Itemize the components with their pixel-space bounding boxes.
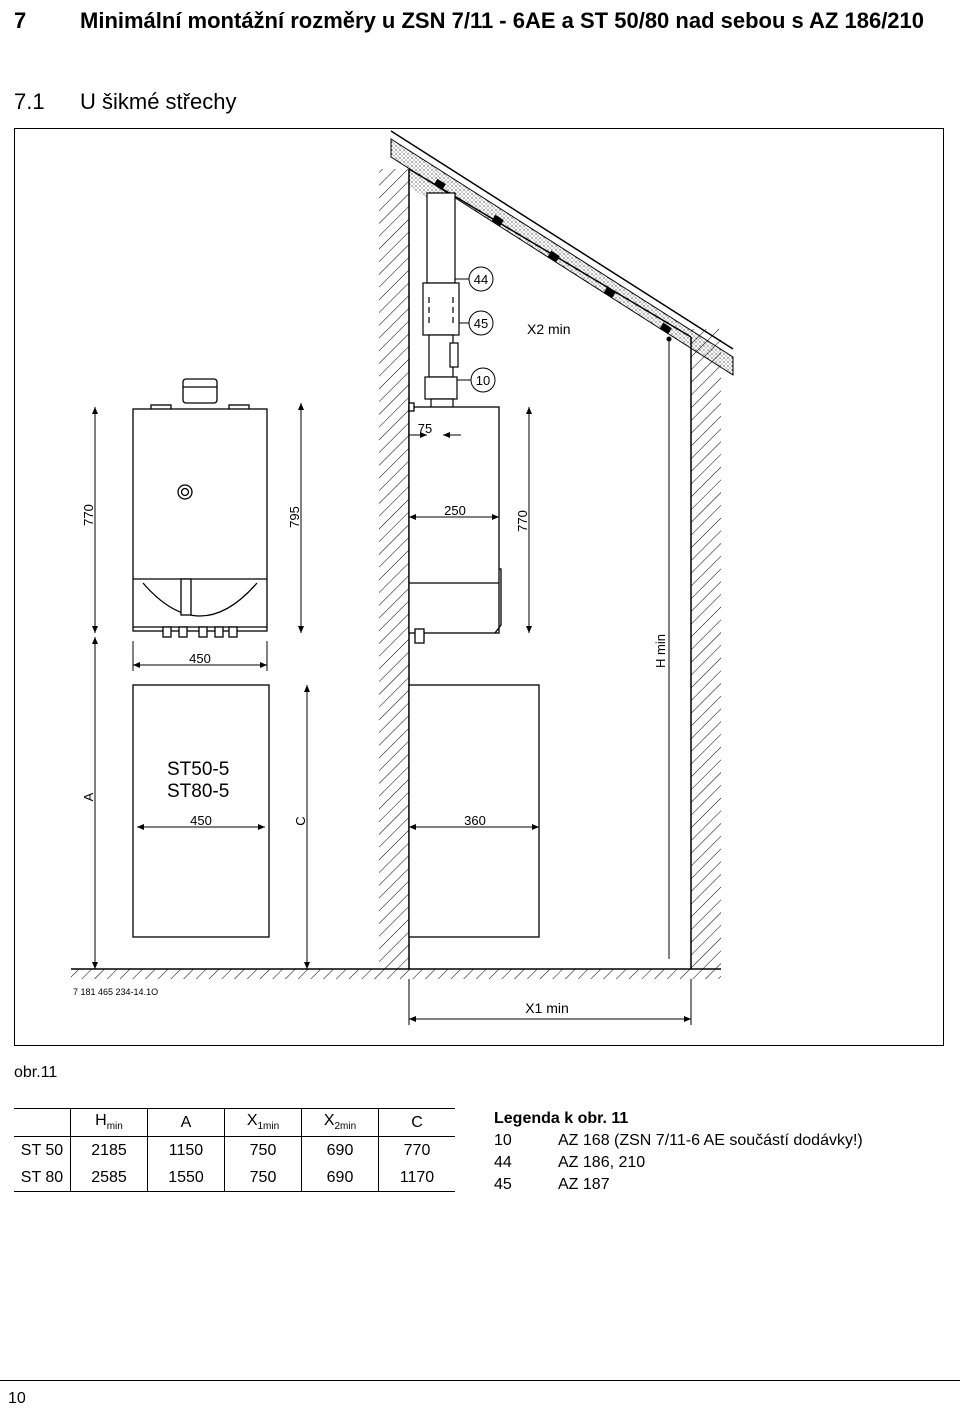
callout-45-label: 45 [473, 316, 489, 331]
callout-45 [459, 311, 493, 335]
boiler-front-view [133, 379, 267, 637]
right-wall [691, 329, 721, 969]
storage-model-2: ST80-5 [167, 781, 230, 802]
footer-rule [0, 1380, 960, 1381]
table-cell: 690 [302, 1137, 379, 1165]
legend [494, 1108, 863, 1196]
dim-c [293, 685, 308, 969]
table-row [14, 1164, 455, 1192]
dim-770-right [515, 407, 530, 633]
table-cell: 1150 [148, 1137, 225, 1165]
legend-text: AZ 168 (ZSN 7/11-6 AE součástí dodávky!) [558, 1132, 863, 1149]
dim-450-top [133, 641, 267, 671]
section-title: Minimální montážní rozměry u ZSN 7/11 - 6AE a ST 50/80 nad sebou s AZ 186/210 [80, 8, 925, 33]
table-header-a: A [148, 1109, 225, 1137]
table-cell: 770 [379, 1137, 456, 1165]
page-number: 10 [8, 1390, 26, 1407]
table-row [14, 1137, 455, 1165]
legend-text: AZ 187 [558, 1176, 610, 1193]
floor [71, 969, 721, 979]
table-cell: 750 [225, 1164, 302, 1192]
storage-tank-side [409, 685, 539, 937]
legend-item [494, 1174, 628, 1196]
dim-a-label: A [81, 792, 96, 802]
table-cell: ST 80 [14, 1164, 71, 1192]
table-cell: 1550 [148, 1164, 225, 1192]
dim-450-bottom-label: 450 [190, 813, 212, 828]
drawing-svg [15, 129, 943, 1045]
legend-key: 45 [494, 1176, 512, 1193]
dim-450-top-label: 450 [189, 651, 211, 666]
left-wall [379, 169, 409, 969]
table-cell: 690 [302, 1164, 379, 1192]
dim-x1min-label: X1 min [525, 1000, 569, 1016]
dim-250-label: 250 [444, 503, 466, 518]
dim-770-left-label: 770 [81, 504, 96, 526]
dim-c-label: C [293, 816, 308, 826]
callout-10 [457, 368, 495, 392]
section-number: 7 [14, 8, 27, 33]
table-cell: 2585 [71, 1164, 148, 1192]
boiler-side-view [409, 403, 501, 643]
dimensions-table [14, 1108, 455, 1192]
dim-x2min-label: X2 min [527, 321, 571, 337]
table-header-hmin: $H_{min}$ [71, 1109, 148, 1137]
dim-770-right-label: 770 [515, 510, 530, 532]
callout-10-label: 10 [475, 373, 491, 388]
dim-75-label: 75 [417, 421, 433, 436]
legend-item [494, 1130, 863, 1152]
drawing-code: 7 181 465 234-14.1O [73, 987, 159, 997]
dim-x2min [527, 321, 672, 959]
figure-caption: obr.11 [14, 1064, 58, 1081]
callout-44-label: 44 [473, 272, 489, 287]
table-header-x1min: $X_{1min}$ [225, 1109, 302, 1137]
dim-x1min [409, 979, 691, 1025]
table-header-c: C [379, 1109, 456, 1137]
flue-pipe [423, 193, 459, 411]
table-header-x2min: $X_{2min}$ [302, 1109, 379, 1137]
dim-795-label: 795 [287, 506, 302, 528]
legend-title: Legenda k obr. 11 [494, 1110, 629, 1127]
dim-hmin-label: H min [653, 634, 668, 668]
storage-model-1: ST50-5 [167, 759, 230, 780]
subsection-number: 7.1 [14, 89, 45, 114]
storage-tank-front [133, 685, 269, 937]
table-header-cell [14, 1109, 71, 1137]
table-cell: 1170 [379, 1164, 456, 1192]
table-cell: 2185 [71, 1137, 148, 1165]
dim-770-left [81, 407, 96, 633]
dim-360-label: 360 [464, 813, 486, 828]
legend-key: 44 [494, 1154, 512, 1171]
dim-a [81, 637, 96, 969]
legend-key: 10 [494, 1132, 512, 1149]
installation-drawing [14, 128, 944, 1046]
legend-text: AZ 186, 210 [558, 1154, 646, 1171]
table-cell: 750 [225, 1137, 302, 1165]
subsection-title: U šikmé střechy [80, 89, 237, 114]
legend-item [494, 1152, 646, 1174]
dim-795 [287, 403, 302, 633]
table-cell: ST 50 [14, 1137, 71, 1165]
table-header-row [14, 1109, 455, 1137]
callout-44 [455, 267, 493, 291]
